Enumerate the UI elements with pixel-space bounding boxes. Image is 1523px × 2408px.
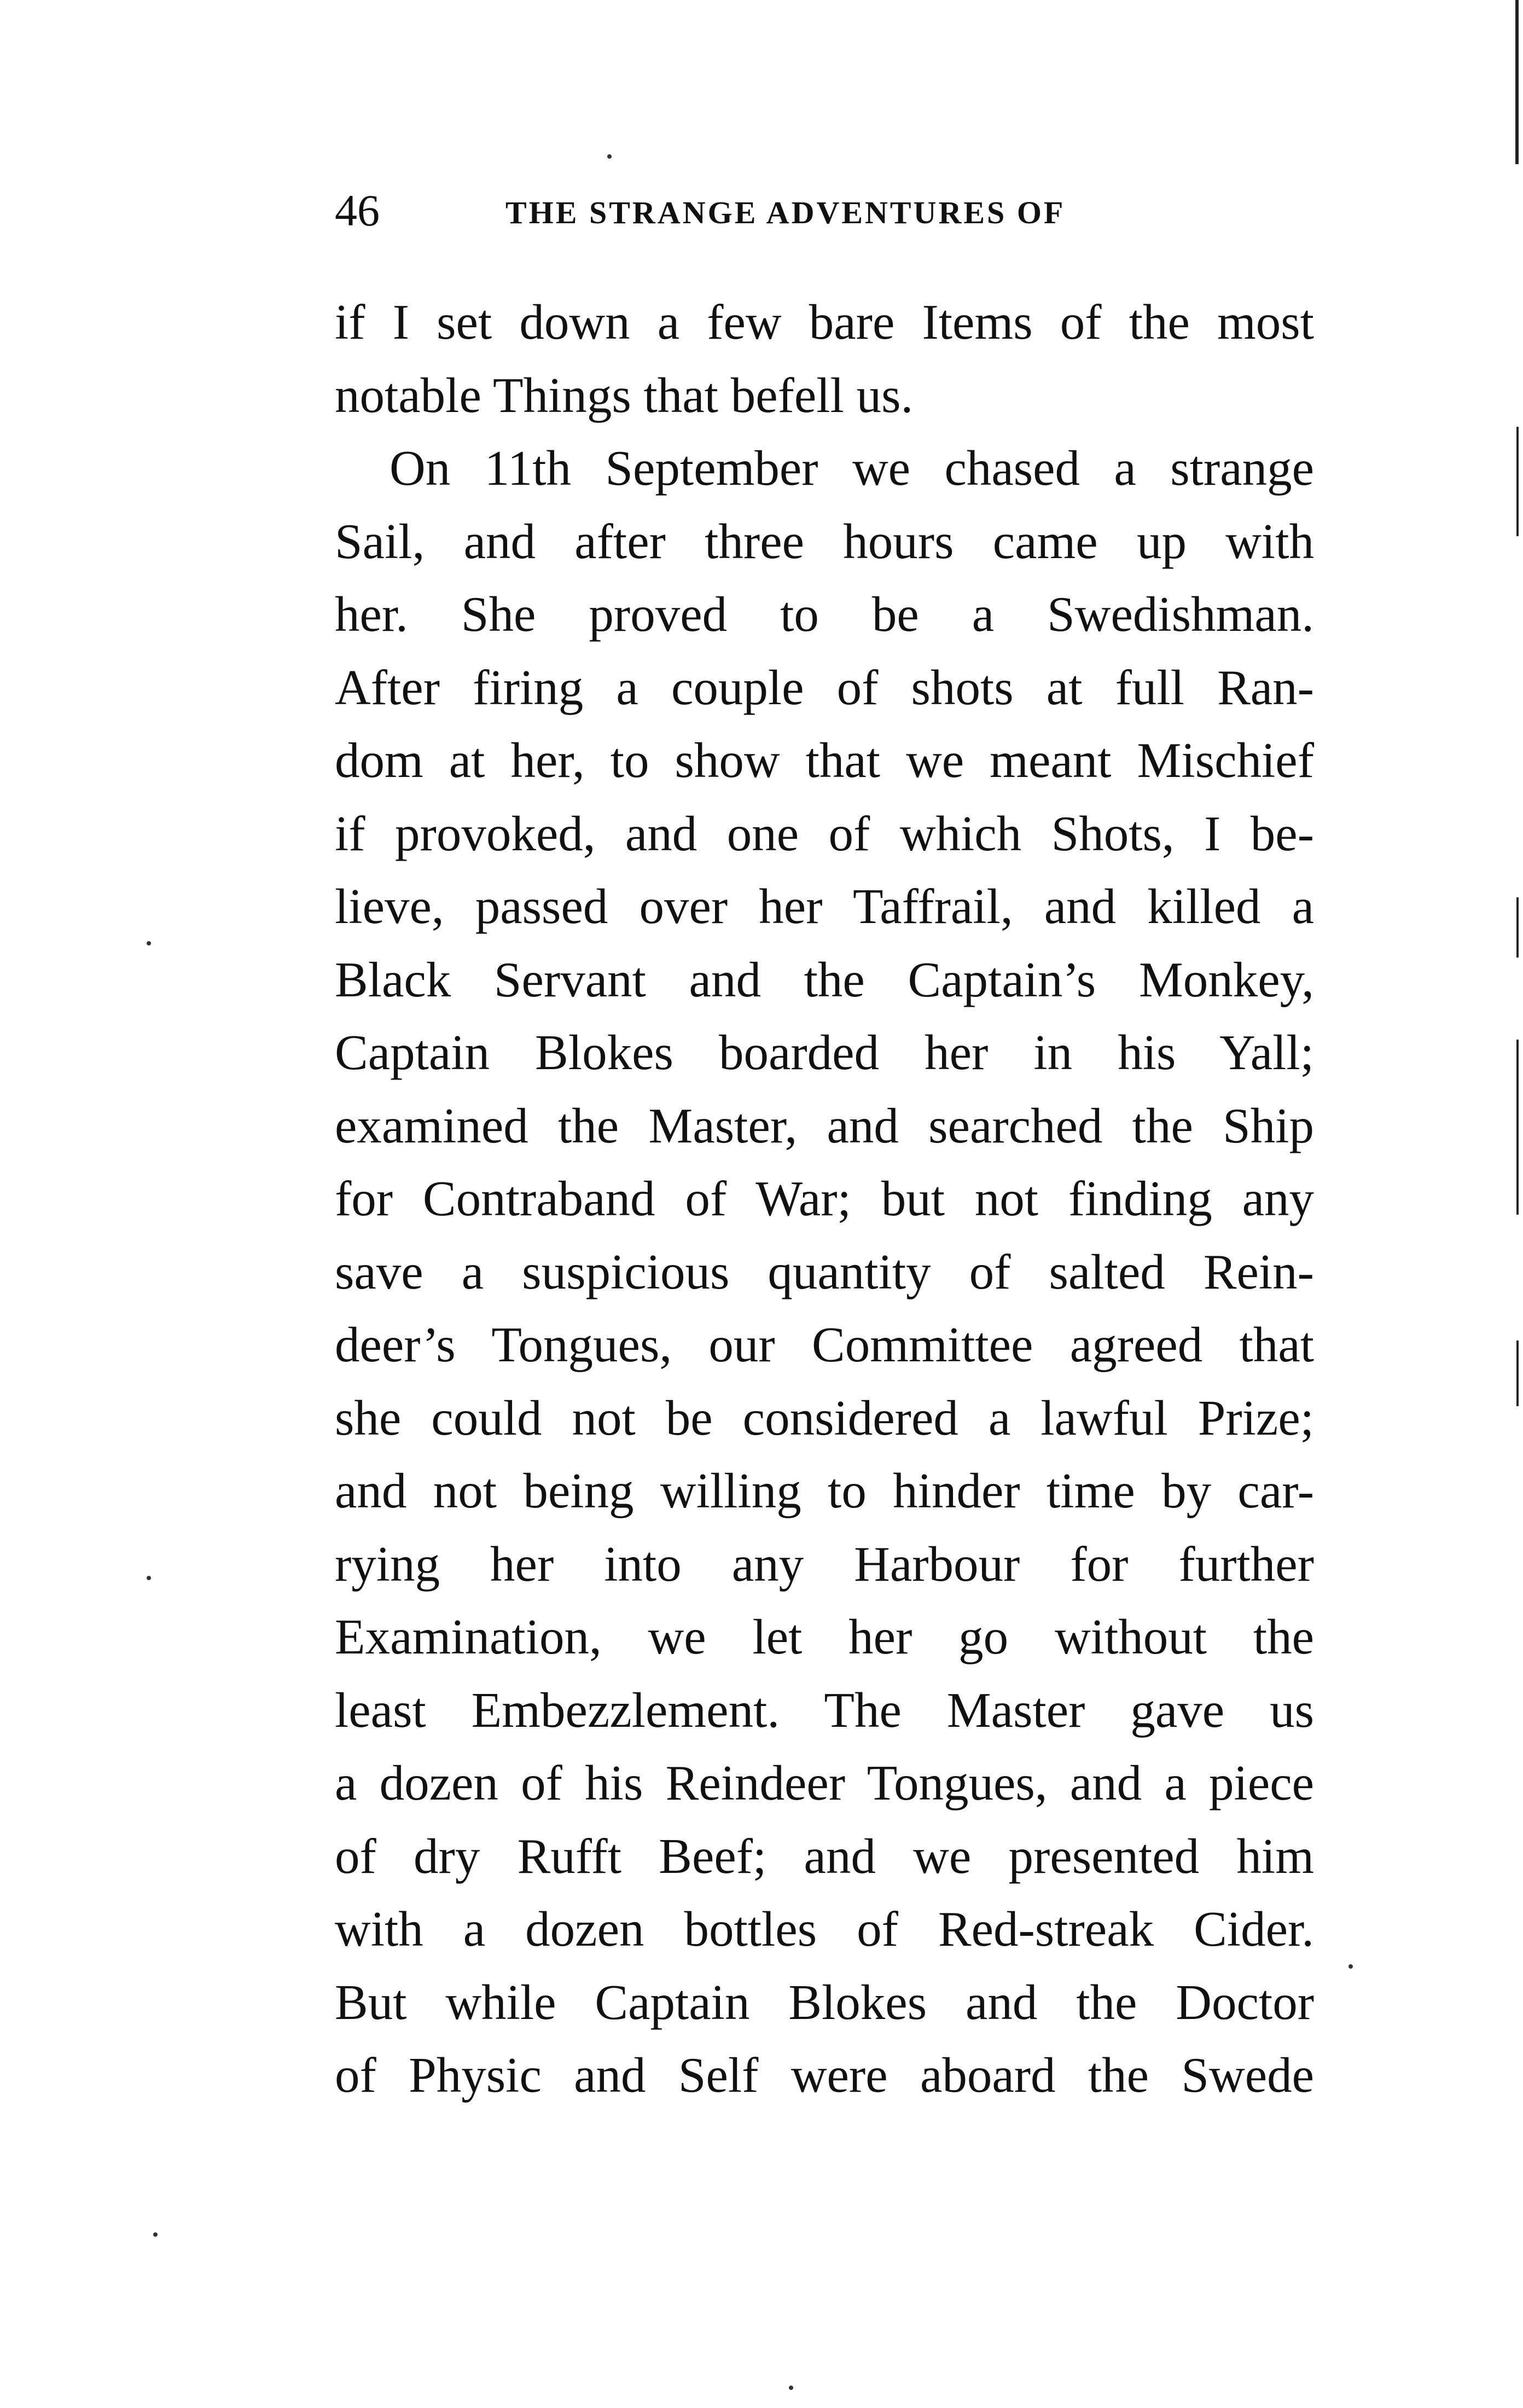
text-line: But while Captain Blokes and the Doctor — [335, 1974, 1314, 2030]
text-line: deer’s Tongues, our Committee agreed that — [335, 1317, 1314, 1372]
text-line: least Embezzlement. The Master gave us — [335, 1682, 1314, 1738]
scan-speck — [147, 1576, 151, 1580]
text-line: with a dozen bottles of Red-streak Cider. — [335, 1901, 1314, 1957]
text-line: if provoked, and one of which Shots, I be- — [335, 805, 1314, 861]
scan-speck — [607, 154, 612, 159]
scan-speck — [789, 2386, 793, 2390]
page-edge-mark — [1516, 897, 1519, 958]
text-line: her. She proved to be a Swedishman. — [335, 587, 1314, 642]
page-edge-mark — [1516, 1341, 1519, 1406]
text-line: she could not be considered a lawful Prize; — [335, 1390, 1314, 1446]
text-line: Sail, and after three hours came up with — [335, 513, 1314, 569]
page-edge-mark — [1516, 427, 1519, 536]
text-line: lieve, passed over her Taffrail, and killed a — [335, 879, 1314, 934]
running-head: THE STRANGE ADVENTURES OF — [505, 195, 1066, 230]
text-line: Examination, we let her go without the — [335, 1609, 1314, 1664]
text-line: and not being willing to hinder time by car- — [335, 1463, 1314, 1518]
text-line: of dry Rufft Beef; and we presented him — [335, 1828, 1314, 1884]
text-line: save a suspicious quantity of salted Rein- — [335, 1244, 1314, 1299]
text-line: a dozen of his Reindeer Tongues, and a piece — [335, 1755, 1314, 1811]
text-line: Black Servant and the Captain’s Monkey, — [335, 951, 1314, 1007]
text-line: notable Things that befell us. — [335, 367, 914, 423]
body-text — [335, 286, 1314, 2112]
page-header — [335, 181, 1314, 241]
page-edge-mark — [1516, 1040, 1519, 1215]
scan-speck — [1348, 1964, 1353, 1969]
text-line: On 11th September we chased a strange — [390, 440, 1314, 496]
text-line: rying her into any Harbour for further — [335, 1536, 1314, 1592]
text-line: for Contraband of War; but not finding any — [335, 1171, 1314, 1226]
text-line: of Physic and Self were aboard the Swede — [335, 2047, 1314, 2103]
text-line: if I set down a few bare Items of the most — [335, 294, 1314, 350]
text-line: After firing a couple of shots at full Ran- — [335, 659, 1314, 715]
scan-speck — [147, 941, 151, 945]
text-line: Captain Blokes boarded her in his Yall; — [335, 1025, 1314, 1080]
text-line: dom at her, to show that we meant Mischief — [335, 733, 1314, 788]
page-edge-mark — [1515, 0, 1519, 164]
scan-speck — [153, 2232, 158, 2237]
text-line: examined the Master, and searched the Ship — [335, 1098, 1314, 1153]
page-number: 46 — [335, 185, 380, 235]
